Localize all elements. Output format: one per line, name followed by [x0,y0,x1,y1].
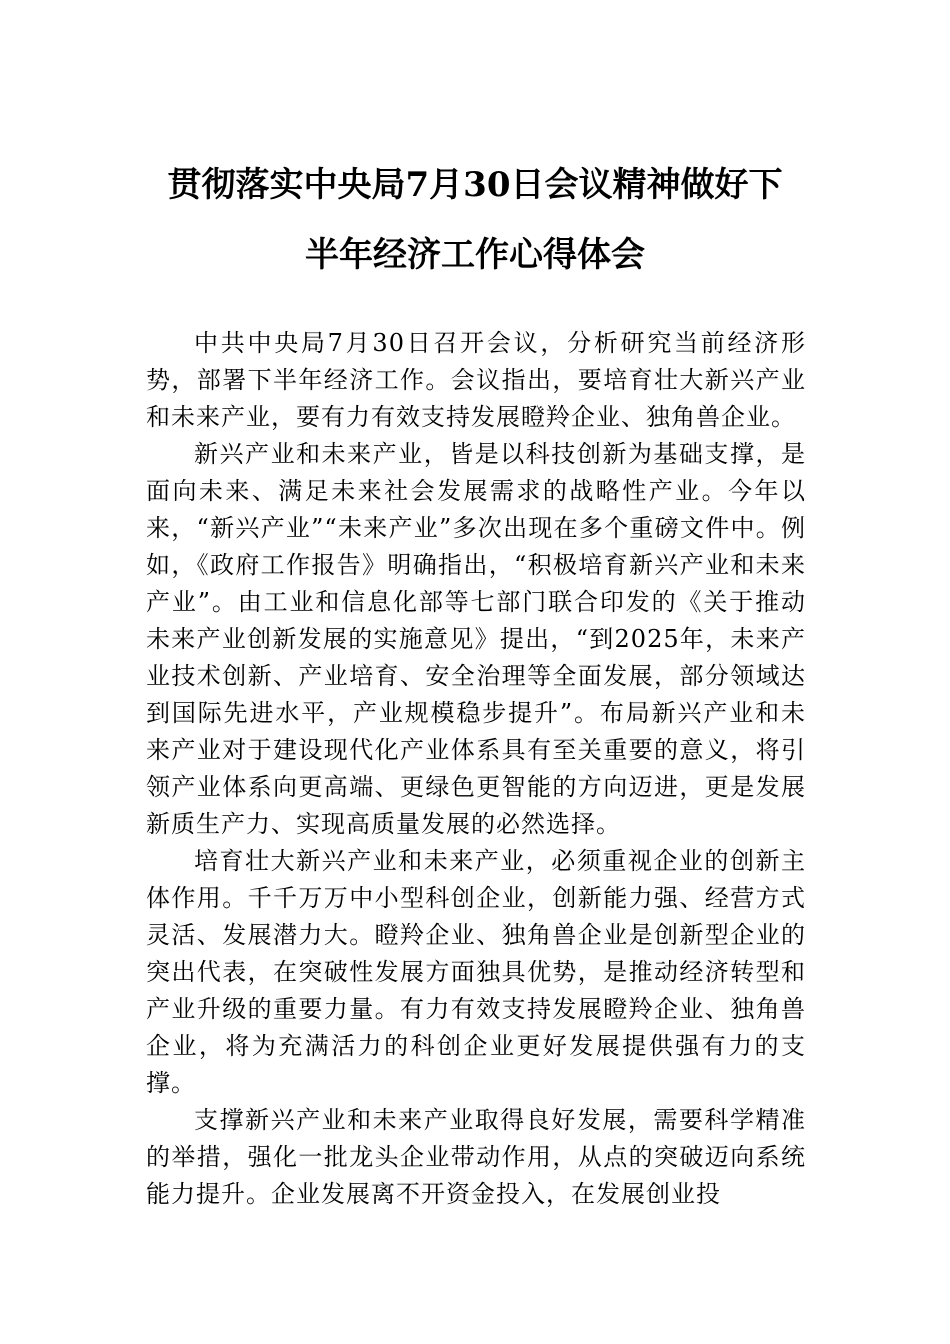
paragraph-2: 新兴产业和未来产业，皆是以科技创新为基础支撑，是面向未来、满足未来社会发展需求的战略性产业。今年以来，“新兴产业”“未来产业”多次出现在多个重磅文件中。例如，《政府工作报告》明确指出，“积极培育新兴产业和未来产业”。由工业和信息化部等七部门联合印发的《关于推动未来产业创新发展的实施意见》提出，“到2025年，未来产业技术创新、产业培育、安全治理等全面发展，部分领域达到国际先进水平，产业规模稳步提升”。布局新兴产业和未来产业对于建设现代化产业体系具有至关重要的意义，将引领产业体系向更高端、更绿色更智能的方向迈进，更是发展新质生产力、实现高质量发展的必然选择。 [146,440,806,838]
paragraph-4: 支撑新兴产业和未来产业取得良好发展，需要科学精准的举措，强化一批龙头企业带动作用，从点的突破迈向系统能力提升。企业发展离不开资金投入，在发展创业投 [146,1106,806,1208]
document-body [146,325,806,1213]
title-line-1: 贯彻落实中央局7月30日会议精神做好下 [167,165,783,205]
title-line-2: 半年经济工作心得体会 [305,235,645,275]
paragraph-1: 中共中央局7月30日召开会议，分析研究当前经济形势，部署下半年经济工作。会议指出，要培育壮大新兴产业和未来产业，要有力有效支持发展瞪羚企业、独角兽企业。 [146,329,806,431]
paragraph-3: 培育壮大新兴产业和未来产业，必须重视企业的创新主体作用。千千万万中小型科创企业，创新能力强、经营方式灵活、发展潜力大。瞪羚企业、独角兽企业是创新型企业的突出代表，在突破性发展方面独具优势，是推动经济转型和产业升级的重要力量。有力有效支持发展瞪羚企业、独角兽企业，将为充满活力的科创企业更好发展提供强有力的支撑。 [146,847,806,1097]
document-title [120,150,830,290]
